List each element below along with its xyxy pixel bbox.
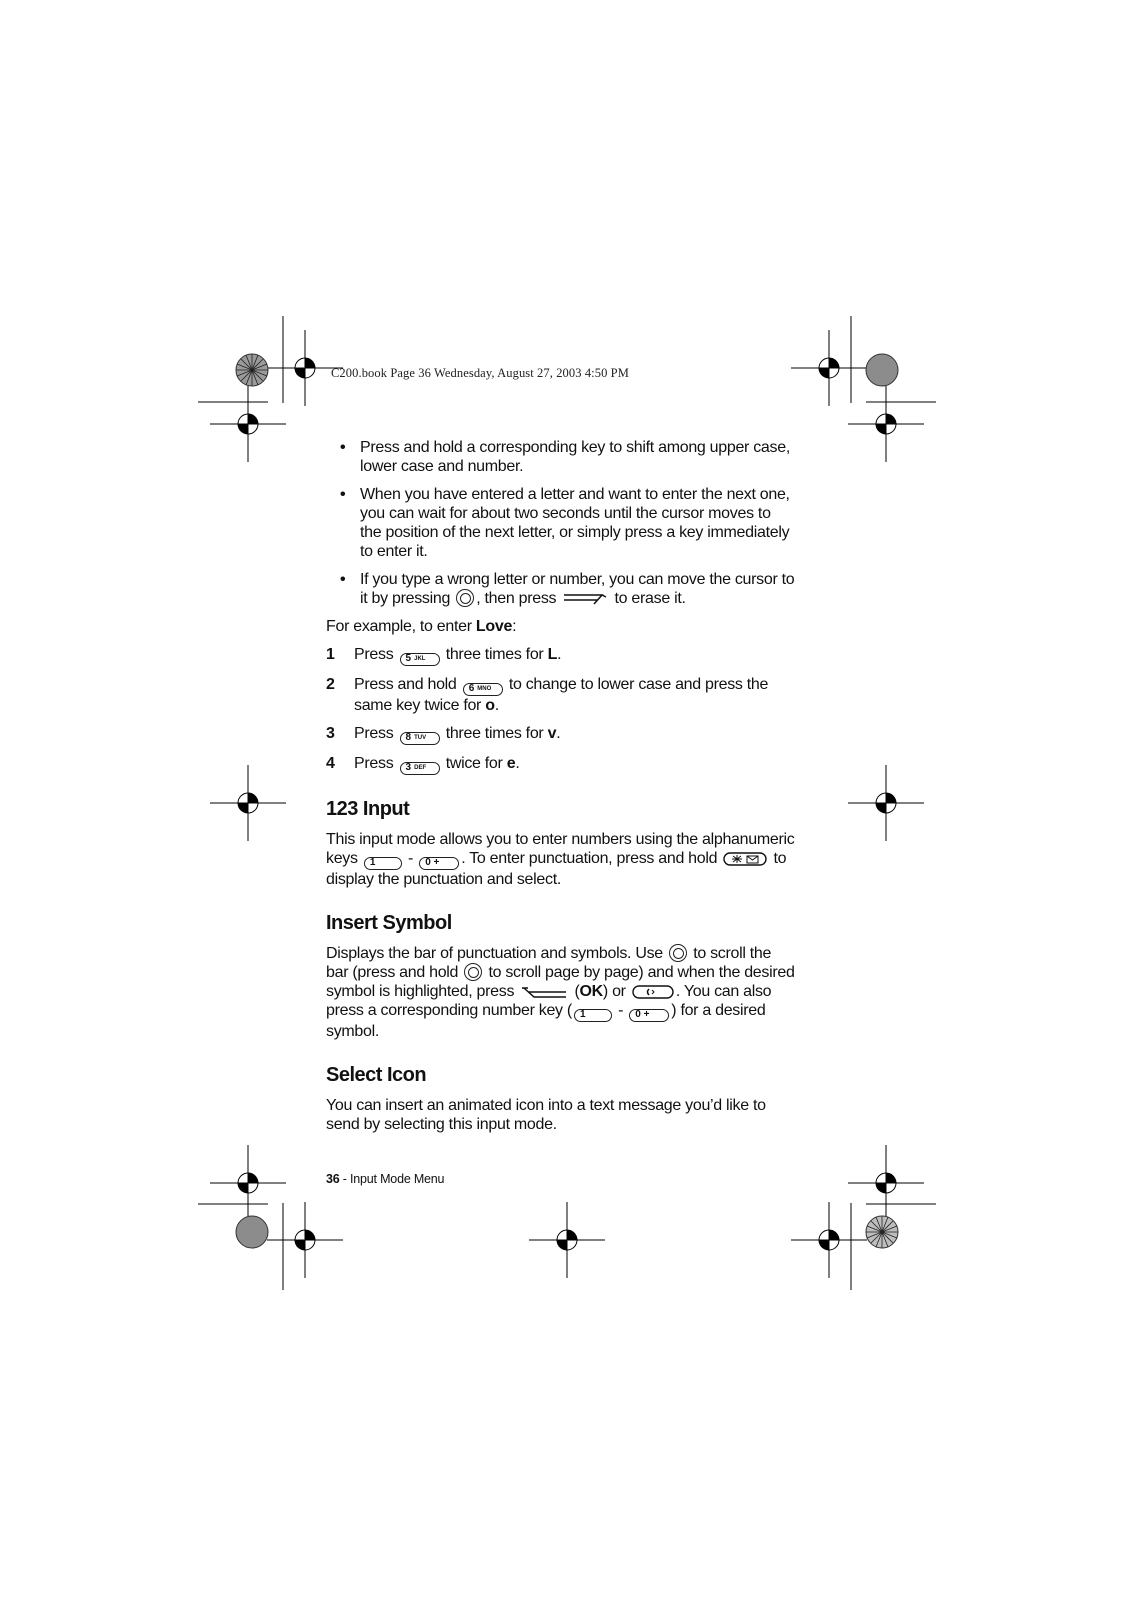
nav-key-icon — [456, 589, 474, 607]
step-item: 2 Press and hold 6 MNO to change to lower case and press the same key twice for o. — [326, 676, 769, 714]
list-item — [326, 570, 796, 608]
key-8-icon: 8 TUV — [400, 732, 440, 745]
page-number: 36 — [326, 1172, 340, 1186]
example-line: For example, to enter Love: — [326, 618, 517, 635]
target-mark — [527, 1200, 607, 1280]
bullet-dot: • — [340, 486, 346, 503]
example-word: Love — [475, 618, 513, 635]
grey-target — [864, 352, 900, 388]
bullet-text: , then press — [476, 590, 561, 607]
list-item — [326, 485, 796, 561]
step-number: 3 — [326, 725, 335, 742]
bullet-text: to erase it. — [610, 590, 686, 607]
star-target — [864, 1214, 900, 1250]
step-item: 1 Press 5 JKL three times for L. — [326, 646, 562, 664]
left-soft-key-icon — [520, 984, 568, 1000]
target-mark — [846, 763, 926, 843]
list-item — [326, 438, 796, 476]
section-heading-123-input: 123 Input — [326, 798, 410, 820]
key-1-icon: 1 — [364, 857, 402, 870]
key-1-icon: 1 — [574, 1009, 612, 1022]
bullet-dot: • — [340, 439, 346, 456]
step-item: 4 Press 3 DEF twice for e. — [326, 755, 520, 773]
key-6-icon: 6 MNO — [463, 683, 503, 696]
bullet-text: If you type a wrong letter or number, you can move the cursor to it by pressing — [360, 571, 795, 607]
nav-key-icon — [464, 963, 482, 981]
section-body-123-input: This input mode allows you to enter numbers using the alphanumeric keys 1 - 0 + . To enter punctuation, press and hold to display the punctuation and select. — [326, 831, 795, 888]
step-number: 4 — [326, 755, 335, 772]
page-footer — [326, 1172, 444, 1186]
target-mark — [208, 384, 288, 464]
target-mark — [789, 1200, 869, 1280]
key-3-icon: 3 DEF — [400, 762, 440, 775]
footer-label: - Input Mode Menu — [339, 1172, 445, 1186]
section-heading-insert-symbol: Insert Symbol — [326, 912, 452, 934]
nav-key-icon — [669, 944, 687, 962]
bullet-dot: • — [340, 571, 346, 588]
section-body-select-icon: You can insert an animated icon into a text message you’d like to send by selecting this input mode. — [326, 1097, 766, 1133]
right-soft-key-icon — [562, 591, 608, 607]
key-0-icon: 0 + — [629, 1009, 669, 1022]
bullet-text: When you have entered a letter and want to enter the next one, you can wait for about two seconds until the cursor moves to the position of the next letter, or simply press a key immediately to enter it. — [360, 486, 790, 560]
step-number: 2 — [326, 676, 335, 693]
target-mark — [265, 1200, 345, 1280]
bullet-text: Press and hold a corresponding key to shift among upper case, lower case and number. — [360, 439, 790, 475]
target-mark — [208, 763, 288, 843]
key-5-icon: 5 JKL — [400, 653, 440, 666]
star-message-key-icon — [723, 851, 767, 867]
section-body-insert-symbol: Displays the bar of punctuation and symbols. Use to scroll the bar (press and hold to scroll page by page) and when the desired symbol is highlighted, press (OK) or . You can also press a corresponding number key ( 1 - 0 + ) for a desired symbol. — [326, 945, 795, 1040]
step-item: 3 Press 8 TUV three times for v. — [326, 725, 561, 743]
step-number: 1 — [326, 646, 335, 663]
grey-target — [234, 1214, 270, 1250]
section-heading-select-icon: Select Icon — [326, 1064, 427, 1086]
key-0-icon: 0 + — [419, 857, 459, 870]
star-target — [234, 352, 270, 388]
send-key-icon — [632, 984, 674, 1000]
target-mark — [846, 384, 926, 464]
page-content — [326, 438, 796, 1143]
print-slug: C200.book Page 36 Wednesday, August 27, 2003 4:50 PM — [331, 366, 629, 380]
